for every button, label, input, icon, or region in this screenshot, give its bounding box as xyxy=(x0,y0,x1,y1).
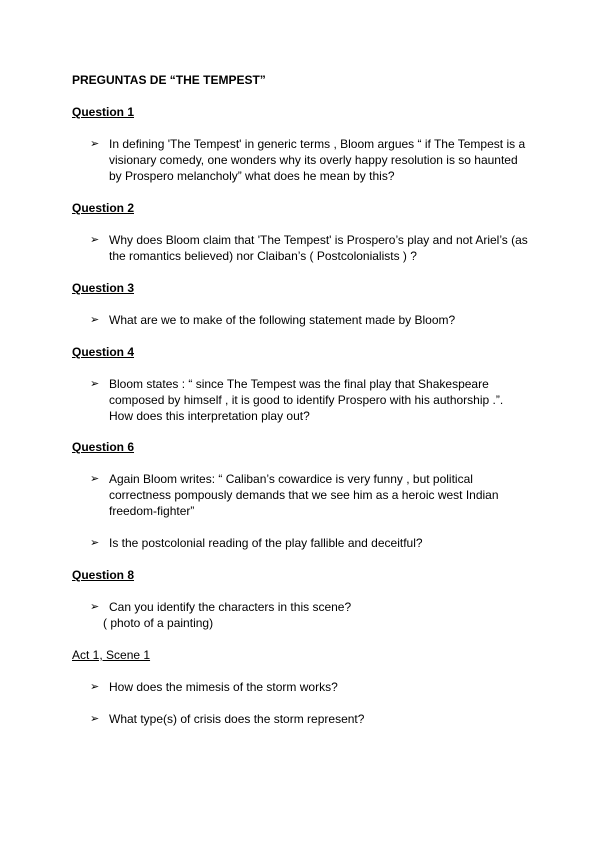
list-item xyxy=(90,471,530,519)
question-3-heading: Question 3 xyxy=(72,281,135,295)
question-8-note: ( photo of a painting) xyxy=(103,616,214,630)
list-item xyxy=(90,599,530,615)
question-4-text: Bloom states : “ since The Tempest was the final play that Shakespeare composed by himself , it is good to identify Prospero with his authorship .”. How does this interpretation play out? xyxy=(109,377,504,423)
arrow-bullet-icon: ➢ xyxy=(90,473,100,485)
arrow-bullet-icon: ➢ xyxy=(90,138,100,150)
act-1-text-1: How does the mimesis of the storm works? xyxy=(109,680,338,694)
act-1-text-2: What type(s) of crisis does the storm represent? xyxy=(109,712,365,726)
arrow-bullet-icon: ➢ xyxy=(90,234,100,246)
arrow-bullet-icon: ➢ xyxy=(90,378,100,390)
arrow-bullet-icon: ➢ xyxy=(90,601,100,613)
act-1-scene-1-heading: Act 1, Scene 1 xyxy=(72,648,151,662)
question-1-heading: Question 1 xyxy=(72,105,135,119)
arrow-bullet-icon: ➢ xyxy=(90,681,100,693)
question-4-heading: Question 4 xyxy=(72,345,135,359)
list-item xyxy=(90,535,530,551)
question-3-text: What are we to make of the following statement made by Bloom? xyxy=(109,313,456,327)
page-title: PREGUNTAS DE “THE TEMPEST” xyxy=(72,73,266,87)
list-item xyxy=(90,312,530,328)
question-2-text: Why does Bloom claim that 'The Tempest' is Prospero’s play and not Ariel’s (as the romantics believed) nor Claiban’s ( Postcolonialists ) ? xyxy=(109,233,528,263)
list-item xyxy=(90,232,530,264)
arrow-bullet-icon: ➢ xyxy=(90,713,100,725)
arrow-bullet-icon: ➢ xyxy=(90,314,100,326)
list-item xyxy=(90,136,530,184)
list-item xyxy=(90,679,530,695)
list-item xyxy=(90,376,530,424)
question-1-text: In defining 'The Tempest' in generic terms , Bloom argues “ if The Tempest is a visionary comedy, one wonders why its overly happy resolution is so haunted by Prospero melancholy” what does he mean by this? xyxy=(109,137,526,183)
question-8-text: Can you identify the characters in this scene? xyxy=(109,600,352,614)
question-6-text-1: Again Bloom writes: “ Caliban’s cowardice is very funny , but political correctness pompously demands that we see him as a heroic west Indian freedom-fighter” xyxy=(109,472,499,518)
question-6-text-2: Is the postcolonial reading of the play fallible and deceitful? xyxy=(109,536,423,550)
question-2-heading: Question 2 xyxy=(72,201,135,215)
arrow-bullet-icon: ➢ xyxy=(90,537,100,549)
list-item xyxy=(90,711,530,727)
question-6-heading: Question 6 xyxy=(72,440,135,454)
question-8-heading: Question 8 xyxy=(72,568,135,582)
